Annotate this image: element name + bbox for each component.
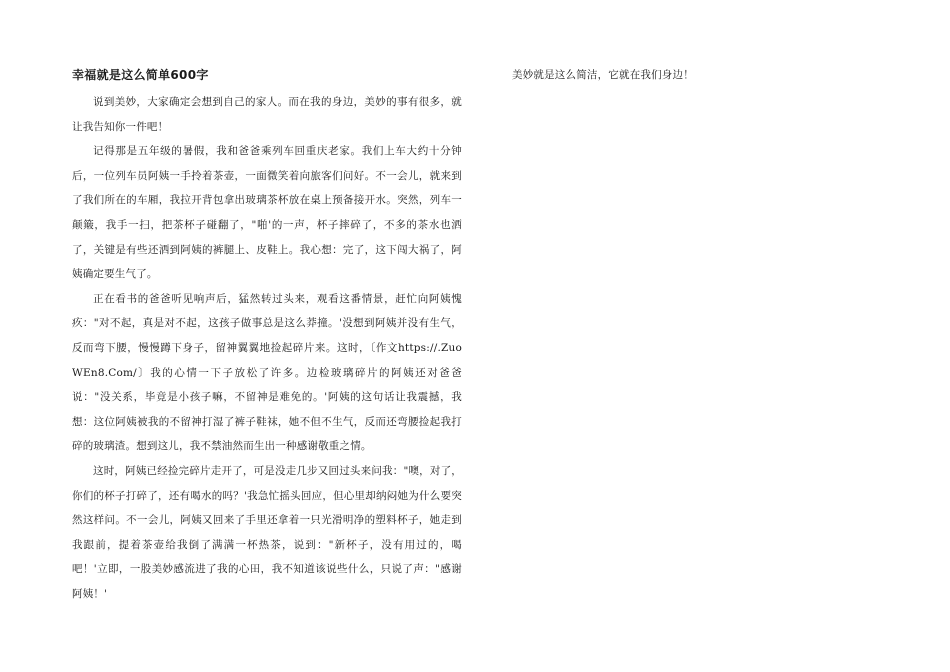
article-title: 幸福就是这么简单600字 bbox=[72, 68, 209, 82]
paragraph: 记得那是五年级的暑假，我和爸爸乘列车回重庆老家。我们上车大约十分钟后，一位列车员阿姨一手拎着茶壶，一面微笑着向旅客们问好。不一会儿，就来到了我们所在的车厢，我拉开背包拿出玻璃茶杯放在桌上预备接开水。突然，列车一颠簸，我手一扫，把茶杯子碰翻了，"啪'的一声，杯子摔碎了，不多的茶水也洒了，关键是有些还洒到阿姨的裤腿上、皮鞋上。我心想：完了，这下闯大祸了，阿姨确定要生气了。 bbox=[72, 145, 462, 281]
paragraph: 这时，阿姨已经捡完碎片走开了，可是没走几步又回过头来问我："噢，对了，你们的杯子打碎了，还有喝水的吗？'我急忙摇头回应，但心里却纳闷她为什么要突然这样问。不一会儿，阿姨又回来了手里还拿着一只光滑明净的塑料杯子，她走到我跟前，提着茶壶给我倒了满满一杯热茶，说到："新杯子，没有用过的，喝吧！'立即，一股美妙感流进了我的心田，我不知道该说些什么，只说了声："感谢阿姨！' bbox=[72, 464, 462, 600]
right-column bbox=[512, 66, 892, 84]
paragraph: 说到美妙，大家确定会想到自己的家人。而在我的身边，美妙的事有很多，就让我告知你一件吧！ bbox=[72, 96, 462, 133]
left-column bbox=[72, 66, 462, 606]
paragraph: 正在看书的爸爸听见响声后，猛然转过头来，观看这番情景，赶忙向阿姨愧疚："对不起，真是对不起，这孩子做事总是这么莽撞。'没想到阿姨并没有生气，反而弯下腰，慢慢蹲下身子，留神翼翼地捡起碎片来。这时，〔作文https://.ZuoWEn8.Com/〕我的心情一下子放松了许多。边检玻璃碎片的阿姨还对爸爸说："没关系，毕竟是小孩子嘛，不留神是难免的。'阿姨的这句话让我震撼，我想：这位阿姨被我的不留神打湿了裤子鞋袜，她不但不生气，反而还弯腰捡起我打碎的玻璃渣。想到这儿，我不禁油然而生出一种感谢敬重之情。 bbox=[72, 292, 462, 453]
paragraph: 美妙就是这么简洁，它就在我们身边！ bbox=[512, 69, 694, 81]
